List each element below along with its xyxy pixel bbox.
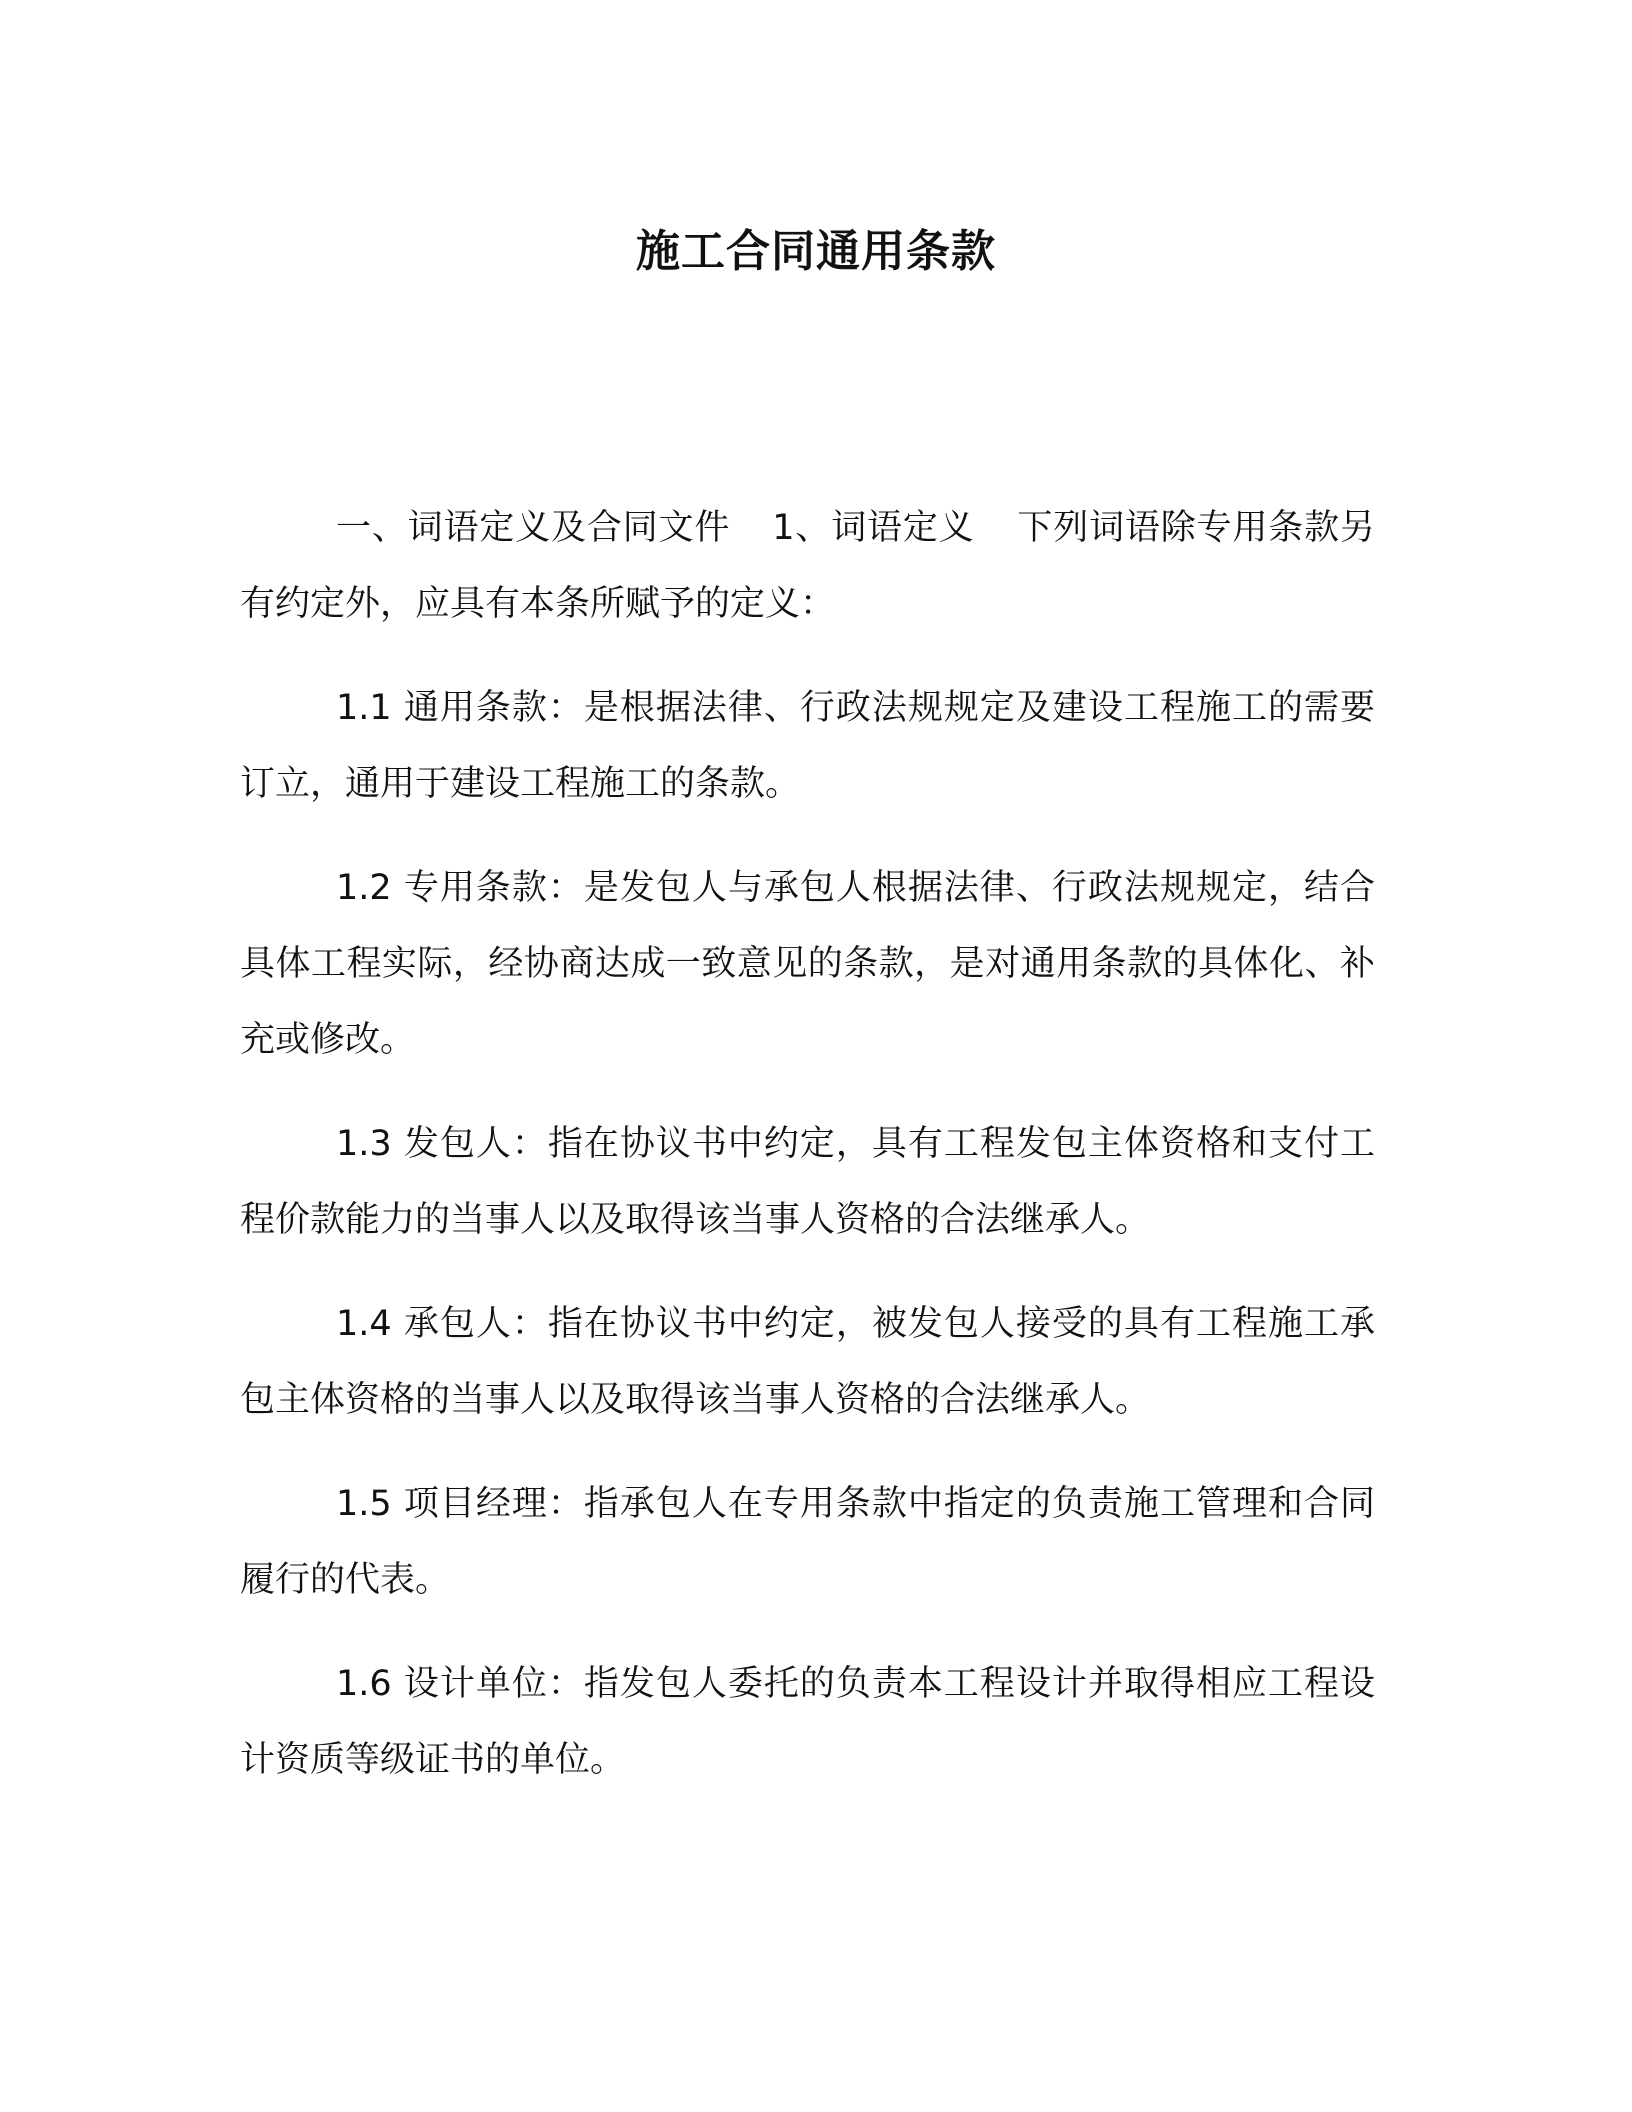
clause-1-1	[240, 670, 1375, 822]
clause-text: 通用条款：是根据法律、行政法规规定及建设工程施工的需要订立，通用于建设工程施工的条款。	[240, 688, 1375, 804]
document-body	[240, 490, 1375, 1826]
clause-number: 1.1	[336, 688, 392, 728]
clause-number: 1.4	[336, 1304, 392, 1344]
clause-text: 项目经理：指承包人在专用条款中指定的负责施工管理和合同履行的代表。	[240, 1484, 1375, 1600]
clause-1-5	[240, 1466, 1375, 1618]
document-title: 施工合同通用条款	[636, 226, 996, 277]
clause-text: 发包人：指在协议书中约定，具有工程发包主体资格和支付工程价款能力的当事人以及取得该当事人资格的合法继承人。	[240, 1124, 1375, 1240]
clause-1-3	[240, 1106, 1375, 1258]
subsection-heading: 1、词语定义	[772, 508, 975, 548]
clause-text: 设计单位：指发包人委托的负责本工程设计并取得相应工程设计资质等级证书的单位。	[240, 1664, 1375, 1780]
clause-text: 专用条款：是发包人与承包人根据法律、行政法规规定，结合具体工程实际，经协商达成一致意见的条款，是对通用条款的具体化、补充或修改。	[240, 868, 1375, 1060]
clause-1-2	[240, 850, 1375, 1078]
clause-1-6	[240, 1646, 1375, 1798]
section-heading: 一、词语定义及合同文件	[336, 508, 731, 548]
clause-number: 1.3	[336, 1124, 392, 1164]
intro-paragraph	[240, 490, 1375, 642]
intro-text: 下列词语除专用条款另有约定外，应具有本条所赋予的定义：	[240, 508, 1375, 624]
clause-number: 1.5	[336, 1484, 392, 1524]
clause-text: 承包人：指在协议书中约定，被发包人接受的具有工程施工承包主体资格的当事人以及取得该当事人资格的合法继承人。	[240, 1304, 1375, 1420]
clause-number: 1.6	[336, 1664, 392, 1704]
clause-1-4	[240, 1286, 1375, 1438]
clause-number: 1.2	[336, 868, 392, 908]
